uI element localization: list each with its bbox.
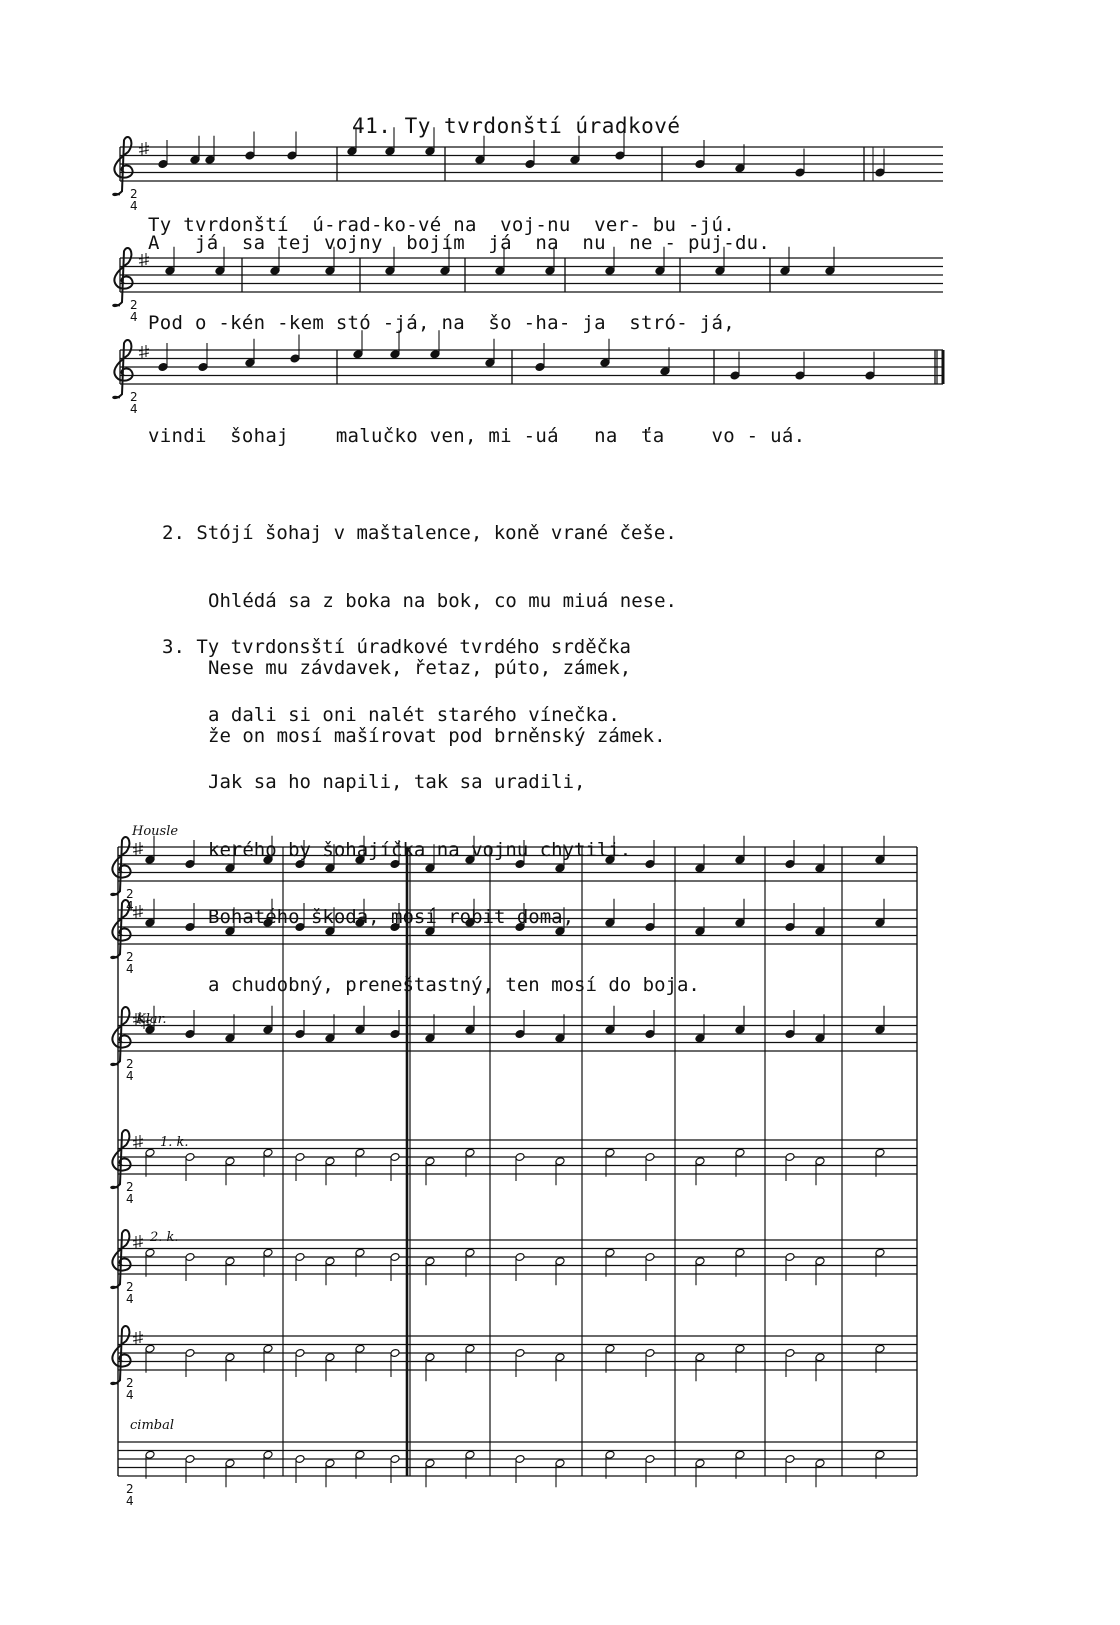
time-signature: 2 [126, 1376, 134, 1390]
time-signature: 4 [126, 1292, 134, 1306]
time-signature: 4 [126, 899, 134, 913]
instrument-label-first-viola: 1. k. [160, 1135, 189, 1150]
stanza-line: kerého by šohajíčka na vojnu chytili. [208, 838, 632, 861]
time-signature: 4 [126, 962, 134, 976]
song-title: 41. Ty tvrdonští úradkové [352, 114, 681, 138]
stanza-line: že on mosí mašírovat pod brněnský zámek. [208, 724, 666, 747]
sharp-icon [139, 142, 149, 155]
time-signature: 2 [126, 887, 134, 901]
sharp-icon [139, 345, 149, 358]
stanza-line: a dali si oni nalét starého vínečka. [208, 703, 620, 726]
time-signature: 2 [126, 1482, 134, 1496]
time-signature: 2 [130, 390, 138, 404]
time-signature: 4 [126, 1069, 134, 1083]
time-signature: 2 [126, 1280, 134, 1294]
sharp-icon [139, 253, 149, 266]
time-signature: 4 [126, 1494, 134, 1508]
time-signature: 2 [130, 298, 138, 312]
stanza-line: 3. Ty tvrdonsští úradkové tvrdého srděčka [162, 636, 631, 658]
time-signature: 2 [126, 950, 134, 964]
lyric-line-3: Pod o -kén -kem stó -já, na šo -ha- ja stró- já, [148, 312, 735, 334]
sharp-icon [133, 905, 143, 918]
time-signature: 4 [130, 199, 138, 213]
sharp-icon [133, 1135, 143, 1148]
time-signature: 4 [130, 310, 138, 324]
sharp-icon [133, 1331, 143, 1344]
time-signature: 2 [130, 187, 138, 201]
lyric-line-1: Ty tvrdonští ú-rad-ko-vé na voj-nu ver- bu -jú. [148, 214, 735, 236]
stanza-line: Ohlédá sa z boka na bok, co mu miuá nese. [208, 589, 677, 612]
time-signature: 2 [126, 1057, 134, 1071]
time-signature: 4 [126, 1388, 134, 1402]
stanza-line: Jak sa ho napili, tak sa uradili, [208, 771, 586, 793]
stanza-3 [162, 591, 700, 1041]
stanza-line: Nese mu závdavek, řetaz, púto, zámek, [208, 657, 632, 679]
lyric-line-4: vindi šohaj malučko ven, mi -uá na ťa vo - uá. [148, 425, 806, 447]
time-signature: 4 [126, 1192, 134, 1206]
time-signature: 4 [130, 402, 138, 416]
sharp-icon [133, 842, 143, 855]
lyric-line-2: A já sa tej vojny bojím já na nu ne - puj-du. [148, 232, 771, 254]
stanza-line: Bohatého škoda, mosí robit doma, [208, 906, 575, 928]
instrument-label-second-viola: 2. k. [150, 1230, 179, 1245]
stanza-line: 2. Stójí šohaj v maštalence, koně vrané češe. [162, 522, 677, 544]
time-signature: 2 [126, 1180, 134, 1194]
instrument-label-violin: Housle [132, 824, 179, 839]
instrument-label-clarinet: Klar. [136, 1012, 167, 1027]
instrument-label-cimbalom: cimbal [130, 1418, 174, 1433]
sharp-icon [133, 1235, 143, 1248]
stanza-line: a chudobný, preneštastný, ten mosí do boja. [208, 973, 700, 996]
